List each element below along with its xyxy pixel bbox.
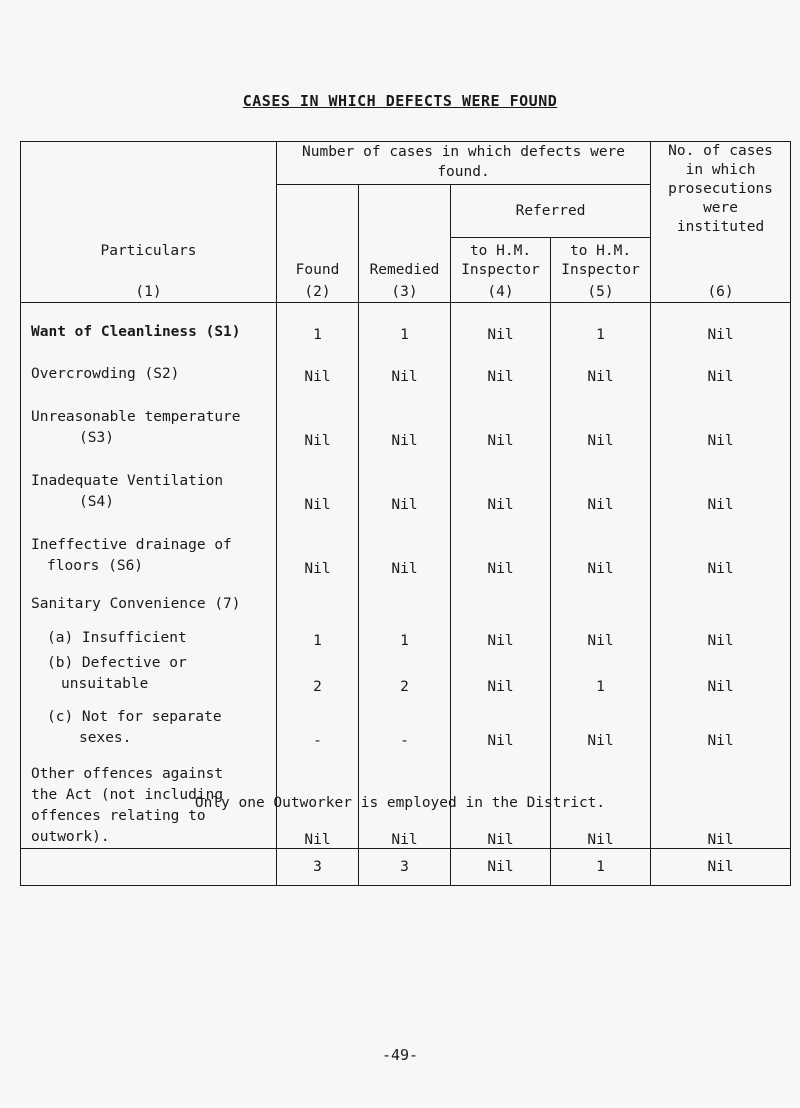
header-prosecutions: No. of cases in which prosecutions were instituted (6): [651, 142, 791, 303]
page-title: CASES IN WHICH DEFECTS WERE FOUND: [242, 92, 558, 110]
cell-ref-hm: Nil: [451, 695, 551, 749]
cell-prosecutions: Nil: [651, 513, 791, 577]
cell-ref-hm: Nil: [451, 749, 551, 849]
cell-remedied: Nil: [359, 385, 451, 449]
defects-table: [20, 141, 791, 886]
cell-prosecutions: [651, 577, 791, 615]
cell-found: 1: [277, 303, 359, 343]
totals-row: [21, 849, 791, 886]
cell-prosecutions: Nil: [651, 449, 791, 513]
total-prosecutions: Nil: [651, 849, 791, 886]
cell-ref-hm: [451, 577, 551, 615]
header-found: Found (2): [277, 185, 359, 303]
cell-ref-hm2: Nil: [551, 513, 651, 577]
cell-found: 1: [277, 615, 359, 649]
row-particulars: (b) Defective or unsuitable: [21, 649, 277, 695]
cell-remedied: -: [359, 695, 451, 749]
cell-prosecutions: Nil: [651, 695, 791, 749]
row-particulars: Overcrowding (S2): [21, 343, 277, 385]
header-referred-hm-inspector-1: to H.M. Inspector (4): [451, 238, 551, 303]
total-ref-hm: Nil: [451, 849, 551, 886]
table-row: [21, 449, 791, 513]
cell-remedied: 2: [359, 649, 451, 695]
cell-found: Nil: [277, 749, 359, 849]
cell-remedied: [359, 577, 451, 615]
cell-ref-hm: Nil: [451, 449, 551, 513]
cell-ref-hm2: 1: [551, 303, 651, 343]
row-particulars: (c) Not for separate sexes.: [21, 695, 277, 749]
cell-remedied: Nil: [359, 749, 451, 849]
cell-found: Nil: [277, 343, 359, 385]
table-row: [21, 649, 791, 695]
cell-found: -: [277, 695, 359, 749]
header-number-of-cases: Number of cases in which defects were found.: [277, 142, 651, 185]
cell-remedied: Nil: [359, 343, 451, 385]
cell-ref-hm2: Nil: [551, 449, 651, 513]
row-particulars: Unreasonable temperature (S3): [21, 385, 277, 449]
totals-label-cell: [21, 849, 277, 886]
total-found: 3: [277, 849, 359, 886]
cell-ref-hm2: Nil: [551, 343, 651, 385]
cell-ref-hm2: [551, 577, 651, 615]
page-number: -49-: [381, 1046, 419, 1064]
row-particulars: Sanitary Convenience (7): [21, 577, 277, 615]
cell-found: Nil: [277, 513, 359, 577]
cell-prosecutions: Nil: [651, 385, 791, 449]
row-particulars: Other offences against the Act (not including offences relating to outwork).: [21, 749, 277, 849]
header-particulars: Particulars (1): [21, 142, 277, 303]
footnote: Only one Outworker is employed in the District.: [194, 795, 606, 811]
cell-found: Nil: [277, 449, 359, 513]
cell-remedied: 1: [359, 303, 451, 343]
cell-found: 2: [277, 649, 359, 695]
row-particulars: Want of Cleanliness (S1): [21, 303, 277, 343]
table-row: [21, 303, 791, 343]
cell-ref-hm: Nil: [451, 343, 551, 385]
cell-ref-hm: Nil: [451, 649, 551, 695]
cell-ref-hm: Nil: [451, 303, 551, 343]
cell-ref-hm2: Nil: [551, 615, 651, 649]
cell-prosecutions: Nil: [651, 749, 791, 849]
table-row: [21, 385, 791, 449]
cell-prosecutions: Nil: [651, 615, 791, 649]
cell-found: [277, 577, 359, 615]
cell-ref-hm2: Nil: [551, 695, 651, 749]
cell-ref-hm2: Nil: [551, 749, 651, 849]
cell-prosecutions: Nil: [651, 649, 791, 695]
cell-found: Nil: [277, 385, 359, 449]
table-row: [21, 577, 791, 615]
table-row: [21, 513, 791, 577]
row-particulars: (a) Insufficient: [21, 615, 277, 649]
cell-remedied: 1: [359, 615, 451, 649]
table-row: [21, 615, 791, 649]
cell-ref-hm2: 1: [551, 649, 651, 695]
cell-ref-hm: Nil: [451, 615, 551, 649]
row-particulars: Inadequate Ventilation (S4): [21, 449, 277, 513]
cell-ref-hm2: Nil: [551, 385, 651, 449]
cell-remedied: Nil: [359, 513, 451, 577]
table-row: [21, 695, 791, 749]
header-referred: Referred: [451, 185, 651, 238]
row-particulars: Ineffective drainage of floors (S6): [21, 513, 277, 577]
header-remedied: Remedied (3): [359, 185, 451, 303]
table-row: [21, 343, 791, 385]
cell-prosecutions: Nil: [651, 303, 791, 343]
cell-ref-hm: Nil: [451, 385, 551, 449]
cell-ref-hm: Nil: [451, 513, 551, 577]
total-ref-hm2: 1: [551, 849, 651, 886]
total-remedied: 3: [359, 849, 451, 886]
cell-prosecutions: Nil: [651, 343, 791, 385]
header-referred-hm-inspector-2: to H.M. Inspector (5): [551, 238, 651, 303]
cell-remedied: Nil: [359, 449, 451, 513]
